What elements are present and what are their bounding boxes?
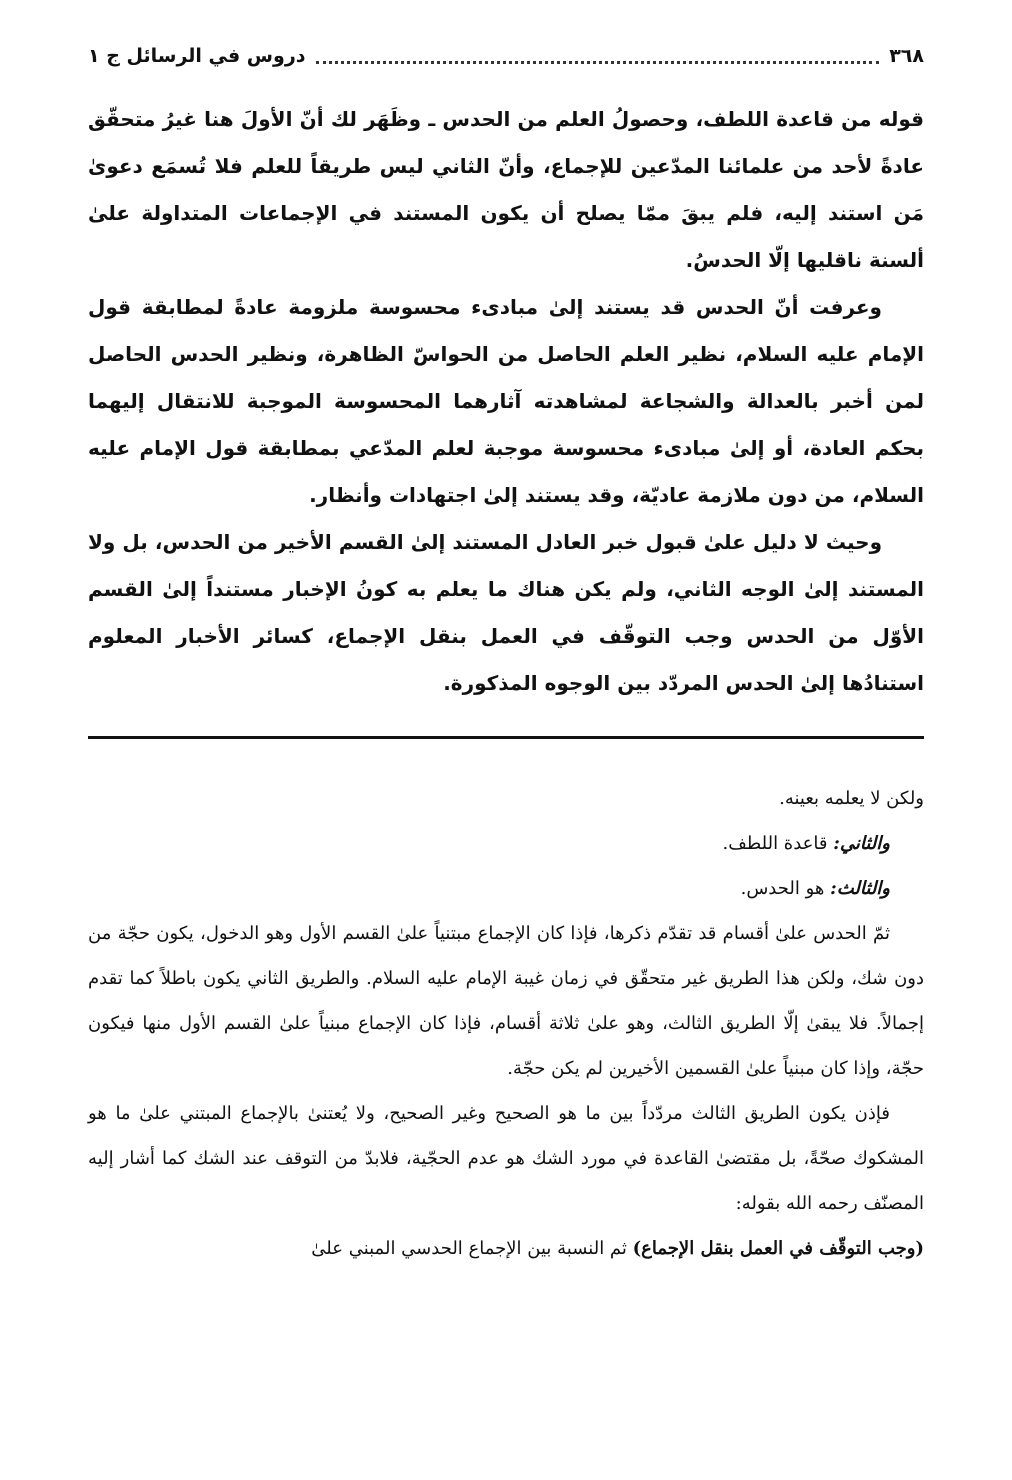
main-paragraph-3: وحيث لا دليل علىٰ قبول خبر العادل المستند إلىٰ القسم الأخير من الحدس، بل ولا المستند إلىٰ الوجه الثاني، ولم يكن هناك ما يعلم به كونُ الإخبار مستنداً إلىٰ القسم الأوّل من الحدس وجب التوقّف في العمل بنقل الإجماع، كسائر الأخبار المعلوم استنادُها إلىٰ الحدس المردّد بين الوجوه المذكورة.	[88, 530, 924, 695]
footnote-divider	[88, 736, 924, 739]
commentary-paragraph-3	[88, 1226, 924, 1271]
main-text	[88, 96, 924, 707]
page-header	[88, 36, 924, 76]
main-paragraph-2: وعرفت أنّ الحدس قد يستند إلىٰ مبادىء محسوسة ملزومة عادةً لمطابقة قول الإمام عليه السلام، نظير العلم الحاصل من الحواسّ الظاهرة، ونظير الحدس الحاصل لمن أخبر بالعدالة والشجاعة لمشاهدته آثارهما المحسوسة الموجبة للانتقال إليهما بحكم العادة، أو إلىٰ مبادىء محسوسة موجبة لعلم المدّعي بمطابقة قول الإمام عليه السلام، من دون ملازمة عاديّة، وقد يستند إلىٰ اجتهادات وأنظار.	[88, 295, 924, 507]
quoted-phrase: (وجب التوقّف في العمل بنقل الإجماع)	[632, 1238, 924, 1259]
header-dot-leader	[316, 61, 880, 64]
commentary-paragraph-3-tail: ثم النسبة بين الإجماع الحدسي المبني علىٰ	[311, 1238, 627, 1259]
main-paragraph-1: قوله من قاعدة اللطف، وحصولُ العلم من الحدس ـ وظَهَر لك أنّ الأولَ هنا غيرُ متحقّق عادةً لأحد من علمائنا المدّعين للإجماع، وأنّ الثاني ليس طريقاً للعلم فلا تُسمَع دعوىٰ مَن استند إليه، فلم يبقَ ممّا يصلح أن يكون المستند في الإجماعات المتداولة علىٰ ألسنة ناقليها إلّا الحدسُ.	[88, 107, 924, 272]
third-text: هو الحدس.	[740, 878, 825, 899]
running-title: دروس في الرسائل ج ١	[88, 45, 306, 67]
commentary-text	[88, 776, 924, 1271]
commentary-third-item	[88, 866, 924, 911]
second-text: قاعدة اللطف.	[722, 833, 828, 854]
second-label: والثاني:	[833, 833, 890, 854]
third-label: والثالث:	[830, 878, 890, 899]
commentary-second-item	[88, 821, 924, 866]
commentary-paragraph-1: ثمّ الحدس علىٰ أقسام قد تقدّم ذكرها، فإذا كان الإجماع مبتنياً علىٰ القسم الأول وهو الدخول، يكون حجّة من دون شك، ولكن هذا الطريق غير متحقّق في زمان غيبة الإمام عليه السلام. والطريق الثاني يكون باطلاً كما تقدم إجمالاً. فلا يبقىٰ إلّا الطريق الثالث، وهو علىٰ ثلاثة أقسام، فإذا كان الإجماع مبنياً علىٰ القسم الأول منها فيكون حجّة، وإذا كان مبنياً علىٰ القسمين الأخيرين لم يكن حجّة.	[88, 923, 924, 1079]
commentary-paragraph-2: فإذن يكون الطريق الثالث مردّداً بين ما هو الصحيح وغير الصحيح، ولا يُعتنىٰ بالإجماع المبتني علىٰ ما هو المشكوك صحّةً، بل مقتضىٰ القاعدة في مورد الشك هو عدم الحجّية، فلابدّ من التوقف عند الشك كما أشار إليه المصنّف رحمه الله بقوله:	[88, 1103, 924, 1214]
commentary-line-1: ولكن لا يعلمه بعينه.	[779, 788, 924, 809]
page-number: ٣٦٨	[889, 45, 924, 67]
